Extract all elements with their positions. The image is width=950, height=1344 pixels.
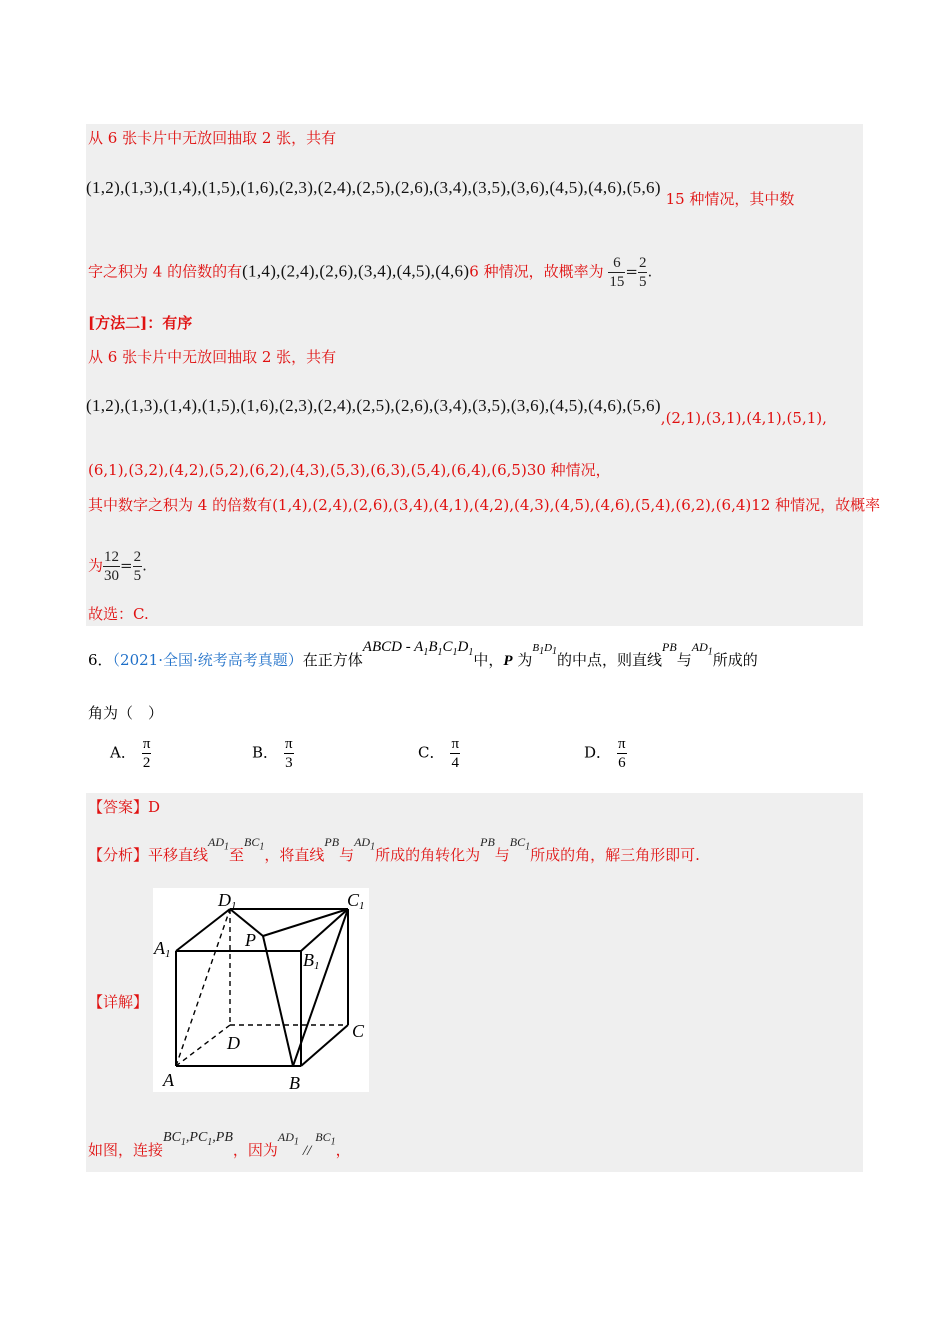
segments-list: $BC_1,PC_1,PB$ [163, 1130, 233, 1148]
final-line [88, 1130, 351, 1167]
question6-stem [88, 639, 758, 677]
method1-line3 [88, 254, 652, 291]
q-text-1: 在正方体 [302, 651, 363, 669]
a-text-7: 所成的角，解三角形即可. [530, 846, 700, 864]
line-ad1: AD1 [208, 835, 230, 853]
fraction-2-5-b: $\frac{2}{5}$ [133, 549, 142, 584]
line-pb-b: PB [480, 835, 495, 849]
line-bc1: BC1 [244, 835, 265, 853]
method1-line1: 从 6 张卡片中无放回抽取 2 张，共有 [88, 129, 337, 147]
a-text-2: 至 [229, 846, 245, 864]
equals-sign: = [625, 262, 638, 281]
option-b[interactable]: B． $\frac{\pi}{3}$ [252, 736, 293, 771]
fraction-2-5: $\frac{2}{5}$ [638, 255, 647, 290]
method1-line2 [86, 178, 795, 208]
cube-figure [153, 888, 369, 1092]
method2-line5-prefix: 为 [88, 556, 104, 575]
option-c[interactable]: C． $\frac{\pi}{4}$ [418, 736, 460, 771]
option-d[interactable]: D． $\frac{\pi}{6}$ [584, 736, 626, 771]
analysis-line [88, 835, 700, 871]
label-d: D [227, 1033, 240, 1053]
q-text-3: 为 [512, 651, 533, 669]
cube-name: ABCD - $A_1B_1C_1D_1$ [362, 639, 474, 658]
pairs-tail: ,(2,1),(3,1),(4,1),(5,1), [660, 409, 827, 427]
method2-line2 [86, 396, 827, 427]
label-c: C [352, 1021, 365, 1041]
q-text-6: 所成的 [712, 651, 758, 669]
method1-count: 15 种情况，其中数 [665, 190, 795, 208]
a-text-4: 与 [339, 846, 355, 864]
point-p: P [503, 653, 513, 669]
pairs-list: (1,2),(1,3),(1,4),(1,5),(1,6),(2,3),(2,4),(2,5),(2,6),(3,4),(3,5),(3,6),(4,5),(4,6),(5,6) [86, 178, 661, 197]
line-ad1-c: AD1 [277, 1130, 299, 1148]
pairs-list-ordered: (1,2),(1,3),(1,4),(1,5),(1,6),(2,3),(2,4),(2,5),(2,6),(3,4),(3,5),(3,6),(4,5),(4,6),(5,6) [86, 396, 661, 415]
method2-line4: 其中数字之积为 4 的倍数有(1,4),(2,4),(2,6),(3,4),(4,1),(4,2),(4,3),(4,5),(4,6),(5,4),(6,2),(6,4)12 种情况，故概率 [88, 496, 881, 514]
answer-line: 【答案】D [88, 798, 161, 816]
label-p: P [245, 930, 256, 950]
question6-line2: 角为（ ） [88, 704, 164, 722]
method1-line3-prefix: 字之积为 4 的倍数的有 [88, 262, 243, 281]
line-ad1-b: AD1 [354, 835, 376, 853]
a-text-3: ，将直线 [264, 846, 325, 864]
line-bc1-b: BC1 [509, 835, 531, 853]
fraction-6-15: $\frac{6}{15}$ [609, 255, 625, 290]
detail-label: 【详解】 [88, 993, 149, 1011]
parallel-symbol: // [302, 1143, 312, 1159]
method2-answer: 故选：C. [88, 605, 149, 623]
line-pb: PB [324, 835, 340, 849]
f-text-3: ， [335, 1141, 351, 1159]
fraction-12-30: $\frac{12}{30}$ [104, 549, 120, 584]
method1-line3-mid: 6 种情况，故概率为 [469, 262, 604, 281]
line-pb: PB [662, 640, 677, 654]
label-d1: D1 [218, 890, 237, 912]
pairs-mult4: (1,4),(2,4),(2,6),(3,4),(4,5),(4,6) [242, 261, 470, 281]
method2-line1: 从 6 张卡片中无放回抽取 2 张，共有 [88, 348, 337, 366]
f-text-1: 如图，连接 [88, 1141, 164, 1159]
label-b1: B1 [303, 950, 320, 972]
q-text-5: 与 [676, 651, 692, 669]
a-text-6: 与 [494, 846, 510, 864]
method2-line5 [88, 548, 147, 585]
q-text-2: 中， [473, 651, 504, 669]
period: . [647, 262, 653, 281]
q-text-4: 的中点，则直线 [557, 651, 663, 669]
question-source: （2021·全国·统考高考真题） [112, 651, 303, 669]
period: . [142, 556, 147, 575]
label-a: A [163, 1070, 174, 1090]
label-c1: C1 [347, 890, 365, 912]
label-a1: A1 [154, 938, 171, 960]
label-b: B [289, 1073, 300, 1092]
equals-sign: = [120, 556, 133, 575]
option-a[interactable]: A． $\frac{\pi}{2}$ [110, 736, 151, 771]
f-text-2: ，因为 [232, 1141, 278, 1159]
question-number: 6． [88, 651, 113, 669]
a-text-5: 所成的角转化为 [375, 846, 481, 864]
line-bc1-c: BC1 [315, 1130, 336, 1148]
segment-b1d1: B1D1 [532, 642, 558, 658]
analysis-label: 【分析】 [88, 846, 149, 864]
a-text-1: 平移直线 [148, 846, 209, 864]
method2-heading: [方法二]：有序 [88, 314, 193, 332]
line-ad1: AD1 [691, 640, 713, 658]
method2-line3: (6,1),(3,2),(4,2),(5,2),(6,2),(4,3),(5,3),(6,3),(5,4),(6,4),(6,5)30 种情况， [88, 461, 611, 479]
